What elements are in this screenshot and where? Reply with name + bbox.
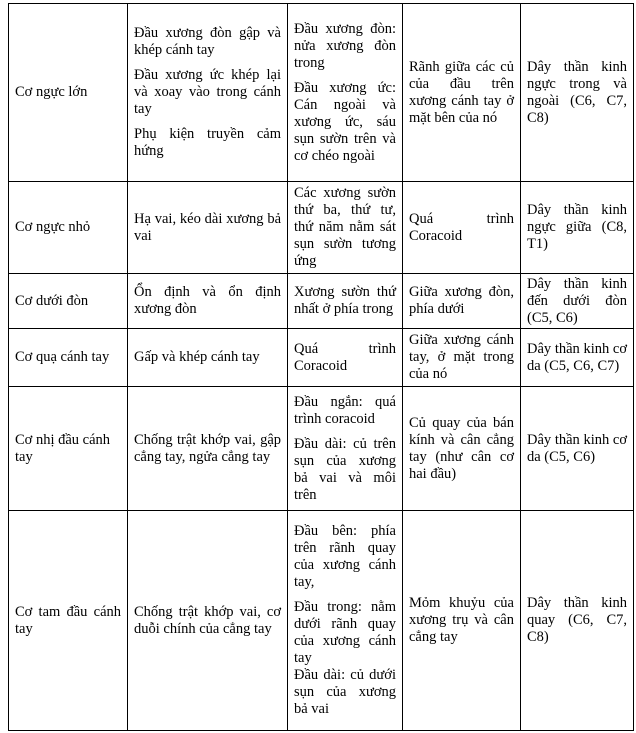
insertion-text: Giữa xương đòn, phía dưới <box>409 284 514 317</box>
origin-cell <box>288 4 403 182</box>
origin-cell <box>288 329 403 387</box>
origin-cell <box>288 274 403 329</box>
nerve-cell <box>521 274 634 329</box>
table-row <box>9 511 634 731</box>
nerve-text: Dây thần kinh đến dưới đòn (C5, C6) <box>527 275 627 326</box>
muscle-name-cell <box>9 329 128 387</box>
muscle-name-cell <box>9 274 128 329</box>
insertion-cell <box>403 329 521 387</box>
action-text: Chống trật khớp vai, gập cẳng tay, ngửa cẳng tay <box>134 431 281 465</box>
origin-text: Đầu dài: củ dưới sụn của xương bả vai <box>294 667 396 717</box>
action-cell <box>128 4 288 182</box>
insertion-text: Quá trình Coracoid <box>409 210 514 244</box>
origin-cell <box>288 182 403 274</box>
insertion-cell <box>403 511 521 731</box>
insertion-text: Củ quay của bán kính và cân cẳng tay (như cân cơ hai đầu) <box>409 414 514 482</box>
insertion-cell <box>403 182 521 274</box>
origin-text: Đầu dài: củ trên sụn của xương bả vai và môi trên <box>294 435 396 503</box>
nerve-text: Dây thần kinh cơ da (C5, C6) <box>527 431 627 465</box>
nerve-cell <box>521 4 634 182</box>
nerve-cell <box>521 387 634 511</box>
action-text: Đầu xương ức khép lại và xoay vào trong cánh tay <box>134 67 281 117</box>
muscle-name: Cơ tam đầu cánh tay <box>15 603 121 637</box>
insertion-cell <box>403 4 521 182</box>
muscle-table <box>8 3 634 731</box>
origin-text: Đầu xương đòn: nửa xương đòn trong <box>294 20 396 71</box>
table-row <box>9 274 634 329</box>
action-text: Gấp và khép cánh tay <box>134 349 260 365</box>
table-row <box>9 387 634 511</box>
muscle-name: Cơ ngực nhỏ <box>15 219 91 235</box>
muscle-name-cell <box>9 387 128 511</box>
origin-text: Đầu trong: nằm dưới rãnh quay của xương cánh tay <box>294 599 396 666</box>
action-text: Hạ vai, kéo dài xương bả vai <box>134 210 281 244</box>
muscle-name-cell <box>9 511 128 731</box>
action-cell <box>128 182 288 274</box>
origin-text: Đầu xương ức: Cán ngoài và xương ức, sáu sụn sườn trên và cơ chéo ngoài <box>294 79 396 164</box>
nerve-cell <box>521 182 634 274</box>
origin-cell <box>288 511 403 731</box>
nerve-text: Dây thần kinh cơ da (C5, C6, C7) <box>527 340 627 374</box>
nerve-text: Dây thần kinh ngực giữa (C8, T1) <box>527 202 627 252</box>
origin-text: Đầu bên: phía trên rãnh quay của xương cánh tay, <box>294 523 396 590</box>
action-text: Ổn định và ổn định xương đòn <box>134 284 281 317</box>
table-row <box>9 329 634 387</box>
insertion-cell <box>403 387 521 511</box>
action-cell <box>128 511 288 731</box>
insertion-text: Giữa xương cánh tay, ở mặt trong của nó <box>409 332 514 382</box>
action-text: Đầu xương đòn gập và khép cánh tay <box>134 25 281 58</box>
origin-text: Các xương sườn thứ ba, thứ tư, thứ năm nằm sát sụn sườn tương ứng <box>294 185 396 269</box>
action-cell <box>128 329 288 387</box>
nerve-cell <box>521 329 634 387</box>
origin-text: Xương sườn thứ nhất ở phía trong <box>294 284 396 317</box>
muscle-name-cell <box>9 182 128 274</box>
insertion-text: Rãnh giữa các củ của đầu trên xương cánh tay ở mặt bên của nó <box>409 58 514 126</box>
nerve-text: Dây thần kinh quay (C6, C7, C8) <box>527 595 627 645</box>
nerve-cell <box>521 511 634 731</box>
insertion-cell <box>403 274 521 329</box>
table-row <box>9 4 634 182</box>
muscle-name: Cơ dưới đòn <box>15 292 89 309</box>
muscle-name-cell <box>9 4 128 182</box>
muscle-name: Cơ ngực lớn <box>15 84 88 100</box>
action-text: Chống trật khớp vai, cơ duỗi chính của cẳng tay <box>134 603 281 637</box>
muscle-name: Cơ quạ cánh tay <box>15 349 110 365</box>
muscle-name: Cơ nhị đầu cánh tay <box>15 431 111 465</box>
action-text: Phụ kiện truyền cảm hứng <box>134 126 281 159</box>
action-cell <box>128 387 288 511</box>
nerve-text: Dây thần kinh ngực trong và ngoài (C6, C7, C8) <box>527 58 627 126</box>
origin-text: Quá trình Coracoid <box>294 340 396 374</box>
origin-text: Đầu ngắn: quá trình coracoid <box>294 393 396 427</box>
insertion-text: Mỏm khuỷu của xương trụ và cân cẳng tay <box>409 595 514 645</box>
table-row <box>9 182 634 274</box>
origin-cell <box>288 387 403 511</box>
action-cell <box>128 274 288 329</box>
